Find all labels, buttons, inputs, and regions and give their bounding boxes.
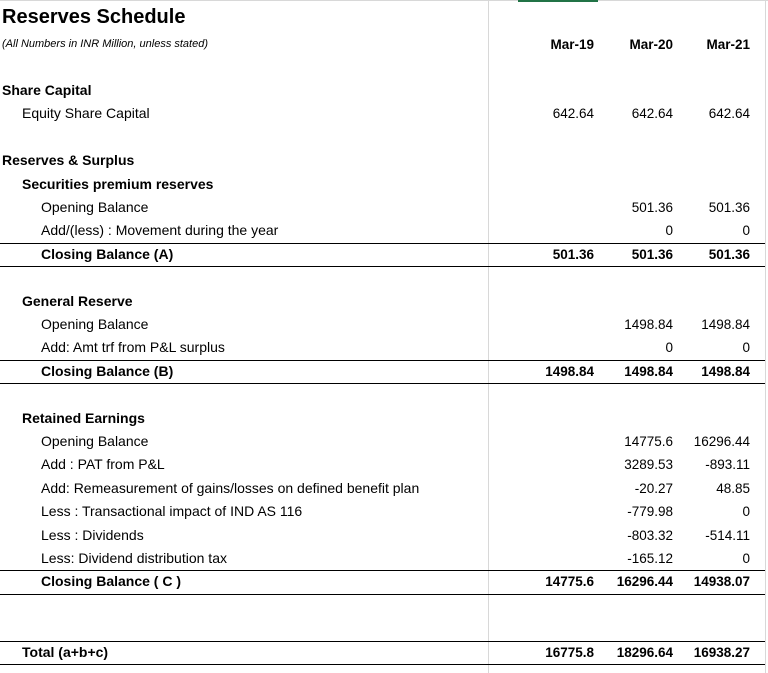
cell-value[interactable]: -20.27 [634,480,673,496]
cell-value[interactable]: 501.36 [552,246,594,262]
selected-column-marker [518,0,598,2]
row-label[interactable]: Closing Balance (B) [41,362,174,379]
table-row [0,173,768,196]
cell-value[interactable]: 0 [742,551,750,566]
cell-value[interactable]: 16296.44 [693,434,750,449]
row-label[interactable]: Closing Balance ( C ) [41,573,182,590]
sheet-title: Reserves Schedule [2,6,186,28]
table-row [0,477,768,500]
row-label[interactable]: Add/(less) : Movement during the year [41,222,279,239]
row-label[interactable]: Opening Balance [41,433,149,449]
row-label[interactable]: Add: Amt trf from P&L surplus [41,339,225,356]
table-row [0,102,768,125]
cell-value[interactable]: 14775.6 [545,574,594,590]
row-label[interactable]: Retained Earnings [22,409,145,426]
table-row [0,313,768,336]
table-row [0,266,768,289]
table-row [0,196,768,219]
cell-value[interactable]: 0 [742,223,750,239]
table-row [0,594,768,617]
row-label[interactable]: Equity Share Capital [22,105,150,122]
cell-value[interactable]: 642.64 [552,106,594,122]
row-label[interactable]: Closing Balance (A) [41,245,174,262]
cell-value[interactable]: -165.12 [627,551,673,566]
cell-value[interactable]: 48.85 [716,480,750,496]
cell-value[interactable]: 501.36 [708,200,750,215]
row-label[interactable]: Reserves & Surplus [2,152,135,169]
units-note: (All Numbers in INR Million, unless stated) [2,38,209,50]
row-label[interactable]: Less : Transactional impact of IND AS 116 [41,503,303,520]
table-row [0,290,768,313]
cell-value[interactable]: 501.36 [631,246,673,262]
row-label[interactable]: Opening Balance [41,316,149,332]
row-label[interactable]: Less : Dividends [41,526,144,543]
row-label[interactable]: Add : PAT from P&L [41,456,165,473]
cell-value[interactable]: 642.64 [631,106,673,122]
cell-value[interactable]: 18296.64 [616,644,673,660]
header-row [0,33,768,56]
cell-value[interactable]: -779.98 [627,504,673,520]
cell-value[interactable]: 1498.84 [624,317,673,332]
column-header-mar20[interactable]: Mar-20 [629,37,673,52]
cell-value[interactable]: 14775.6 [624,434,673,449]
row-label[interactable]: General Reserve [22,292,133,309]
column-header-mar19[interactable]: Mar-19 [550,37,594,52]
table-row [0,149,768,172]
top-gridline [0,0,768,1]
cell-value[interactable]: 0 [665,340,673,356]
table-row [0,243,768,266]
table-row [0,547,768,570]
cell-value[interactable]: 16938.27 [693,644,750,660]
cell-value[interactable]: 1498.84 [701,317,750,332]
column-header-mar21[interactable]: Mar-21 [706,37,750,52]
row-label[interactable]: Add: Remeasurement of gains/losses on defined benefit plan [41,479,420,496]
cell-value[interactable]: 642.64 [708,106,750,122]
cell-value[interactable]: 1498.84 [701,363,750,379]
row-label[interactable]: Securities premium reserves [22,175,214,192]
table-row [0,500,768,523]
cell-value[interactable]: 14938.07 [693,574,750,590]
cell-value[interactable]: 16775.8 [545,644,594,660]
cell-value[interactable]: -893.11 [705,457,750,473]
cell-value[interactable]: 0 [742,504,750,520]
cell-value[interactable]: 16296.44 [616,574,673,590]
cell-value[interactable]: 1498.84 [624,363,673,379]
row-label[interactable]: Share Capital [2,82,92,98]
table-row [0,126,768,149]
row-label[interactable]: Total (a+b+c) [22,643,109,660]
table-row [0,79,768,102]
table-row [0,524,768,547]
table-row [0,336,768,359]
table-row [0,641,768,664]
row-label[interactable]: Less: Dividend distribution tax [41,550,227,566]
row-border [0,664,765,665]
table-row [0,360,768,383]
cell-value[interactable]: 0 [665,223,673,239]
cell-value[interactable]: -803.32 [627,527,673,543]
cell-value[interactable]: 0 [742,340,750,356]
table-row [0,219,768,242]
table-row [0,407,768,430]
row-label[interactable]: Opening Balance [41,199,149,215]
cell-value[interactable]: -514.11 [705,527,750,543]
cell-value[interactable]: 501.36 [708,246,750,262]
table-row [0,453,768,476]
table-row [0,570,768,593]
table-row [0,617,768,640]
table-row [0,430,768,453]
table-row [0,383,768,406]
cell-value[interactable]: 1498.84 [545,363,594,379]
cell-value[interactable]: 3289.53 [624,457,673,473]
cell-value[interactable]: 501.36 [631,200,673,215]
